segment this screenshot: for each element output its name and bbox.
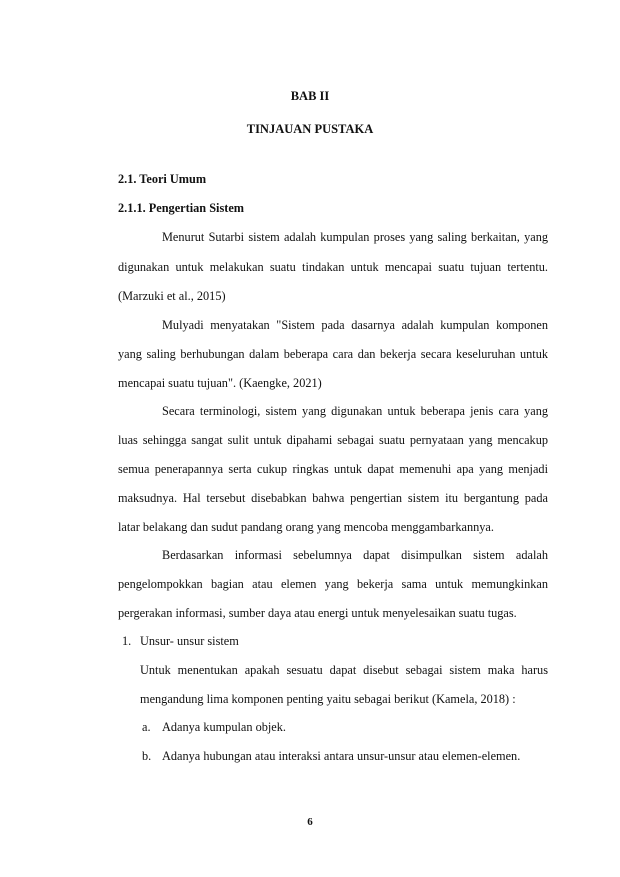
paragraph-line: digunakan untuk melakukan suatu tindakan untuk mencapai suatu tujuan tertentu. (118, 260, 548, 274)
paragraph-line: yang saling berhubungan dalam beberapa cara dan bekerja secara keseluruhan untuk (118, 347, 548, 361)
sub-item-text: Adanya kumpulan objek. (162, 720, 286, 734)
page-number: 6 (307, 816, 313, 828)
list-number: 1. (122, 634, 132, 648)
sub-item-letter: b. (142, 749, 152, 763)
paragraph-line: maksudnya. Hal tersebut disebabkan bahwa pengertian sistem itu bergantung pada (118, 491, 548, 505)
section-heading: 2.1. Teori Umum (118, 172, 207, 186)
paragraph-line: Menurut Sutarbi sistem adalah kumpulan proses yang saling berkaitan, yang (162, 230, 548, 244)
sub-item-letter: a. (142, 720, 151, 734)
paragraph-line: pergerakan informasi, sumber daya atau energi untuk menyelesaikan suatu tugas. (118, 606, 517, 620)
paragraph-line: Mulyadi menyatakan "Sistem pada dasarnya adalah kumpulan komponen (162, 318, 548, 332)
paragraph-line: Untuk menentukan apakah sesuatu dapat disebut sebagai sistem maka harus (140, 663, 548, 677)
paragraph-line: Berdasarkan informasi sebelumnya dapat disimpulkan sistem adalah (162, 548, 548, 562)
paragraph-line: latar belakang dan sudut pandang orang yang mencoba menggambarkannya. (118, 520, 494, 534)
chapter-heading: BAB II (290, 89, 330, 103)
paragraph-line: luas sehingga sangat sulit untuk dipahami sebagai suatu pernyataan yang mencakup (118, 433, 548, 447)
paragraph-line: (Marzuki et al., 2015) (118, 289, 226, 303)
paragraph-line: mengandung lima komponen penting yaitu sebagai berikut (Kamela, 2018) : (140, 692, 516, 706)
chapter-title: TINJAUAN PUSTAKA (246, 122, 374, 136)
paragraph-line: Secara terminologi, sistem yang digunakan untuk beberapa jenis cara yang (162, 404, 548, 418)
paragraph-line: semua penerapannya serta cukup ringkas untuk dapat memenuhi apa yang menjadi (118, 462, 548, 476)
paragraph-line: pengelompokkan bagian atau elemen yang bekerja sama untuk memungkinkan (118, 577, 548, 591)
paragraph-line: mencapai suatu tujuan". (Kaengke, 2021) (118, 376, 322, 390)
subsection-heading: 2.1.1. Pengertian Sistem (118, 201, 245, 215)
sub-item-text: Adanya hubungan atau interaksi antara unsur-unsur atau elemen-elemen. (162, 749, 521, 763)
list-item-title: Unsur- unsur sistem (140, 634, 239, 648)
